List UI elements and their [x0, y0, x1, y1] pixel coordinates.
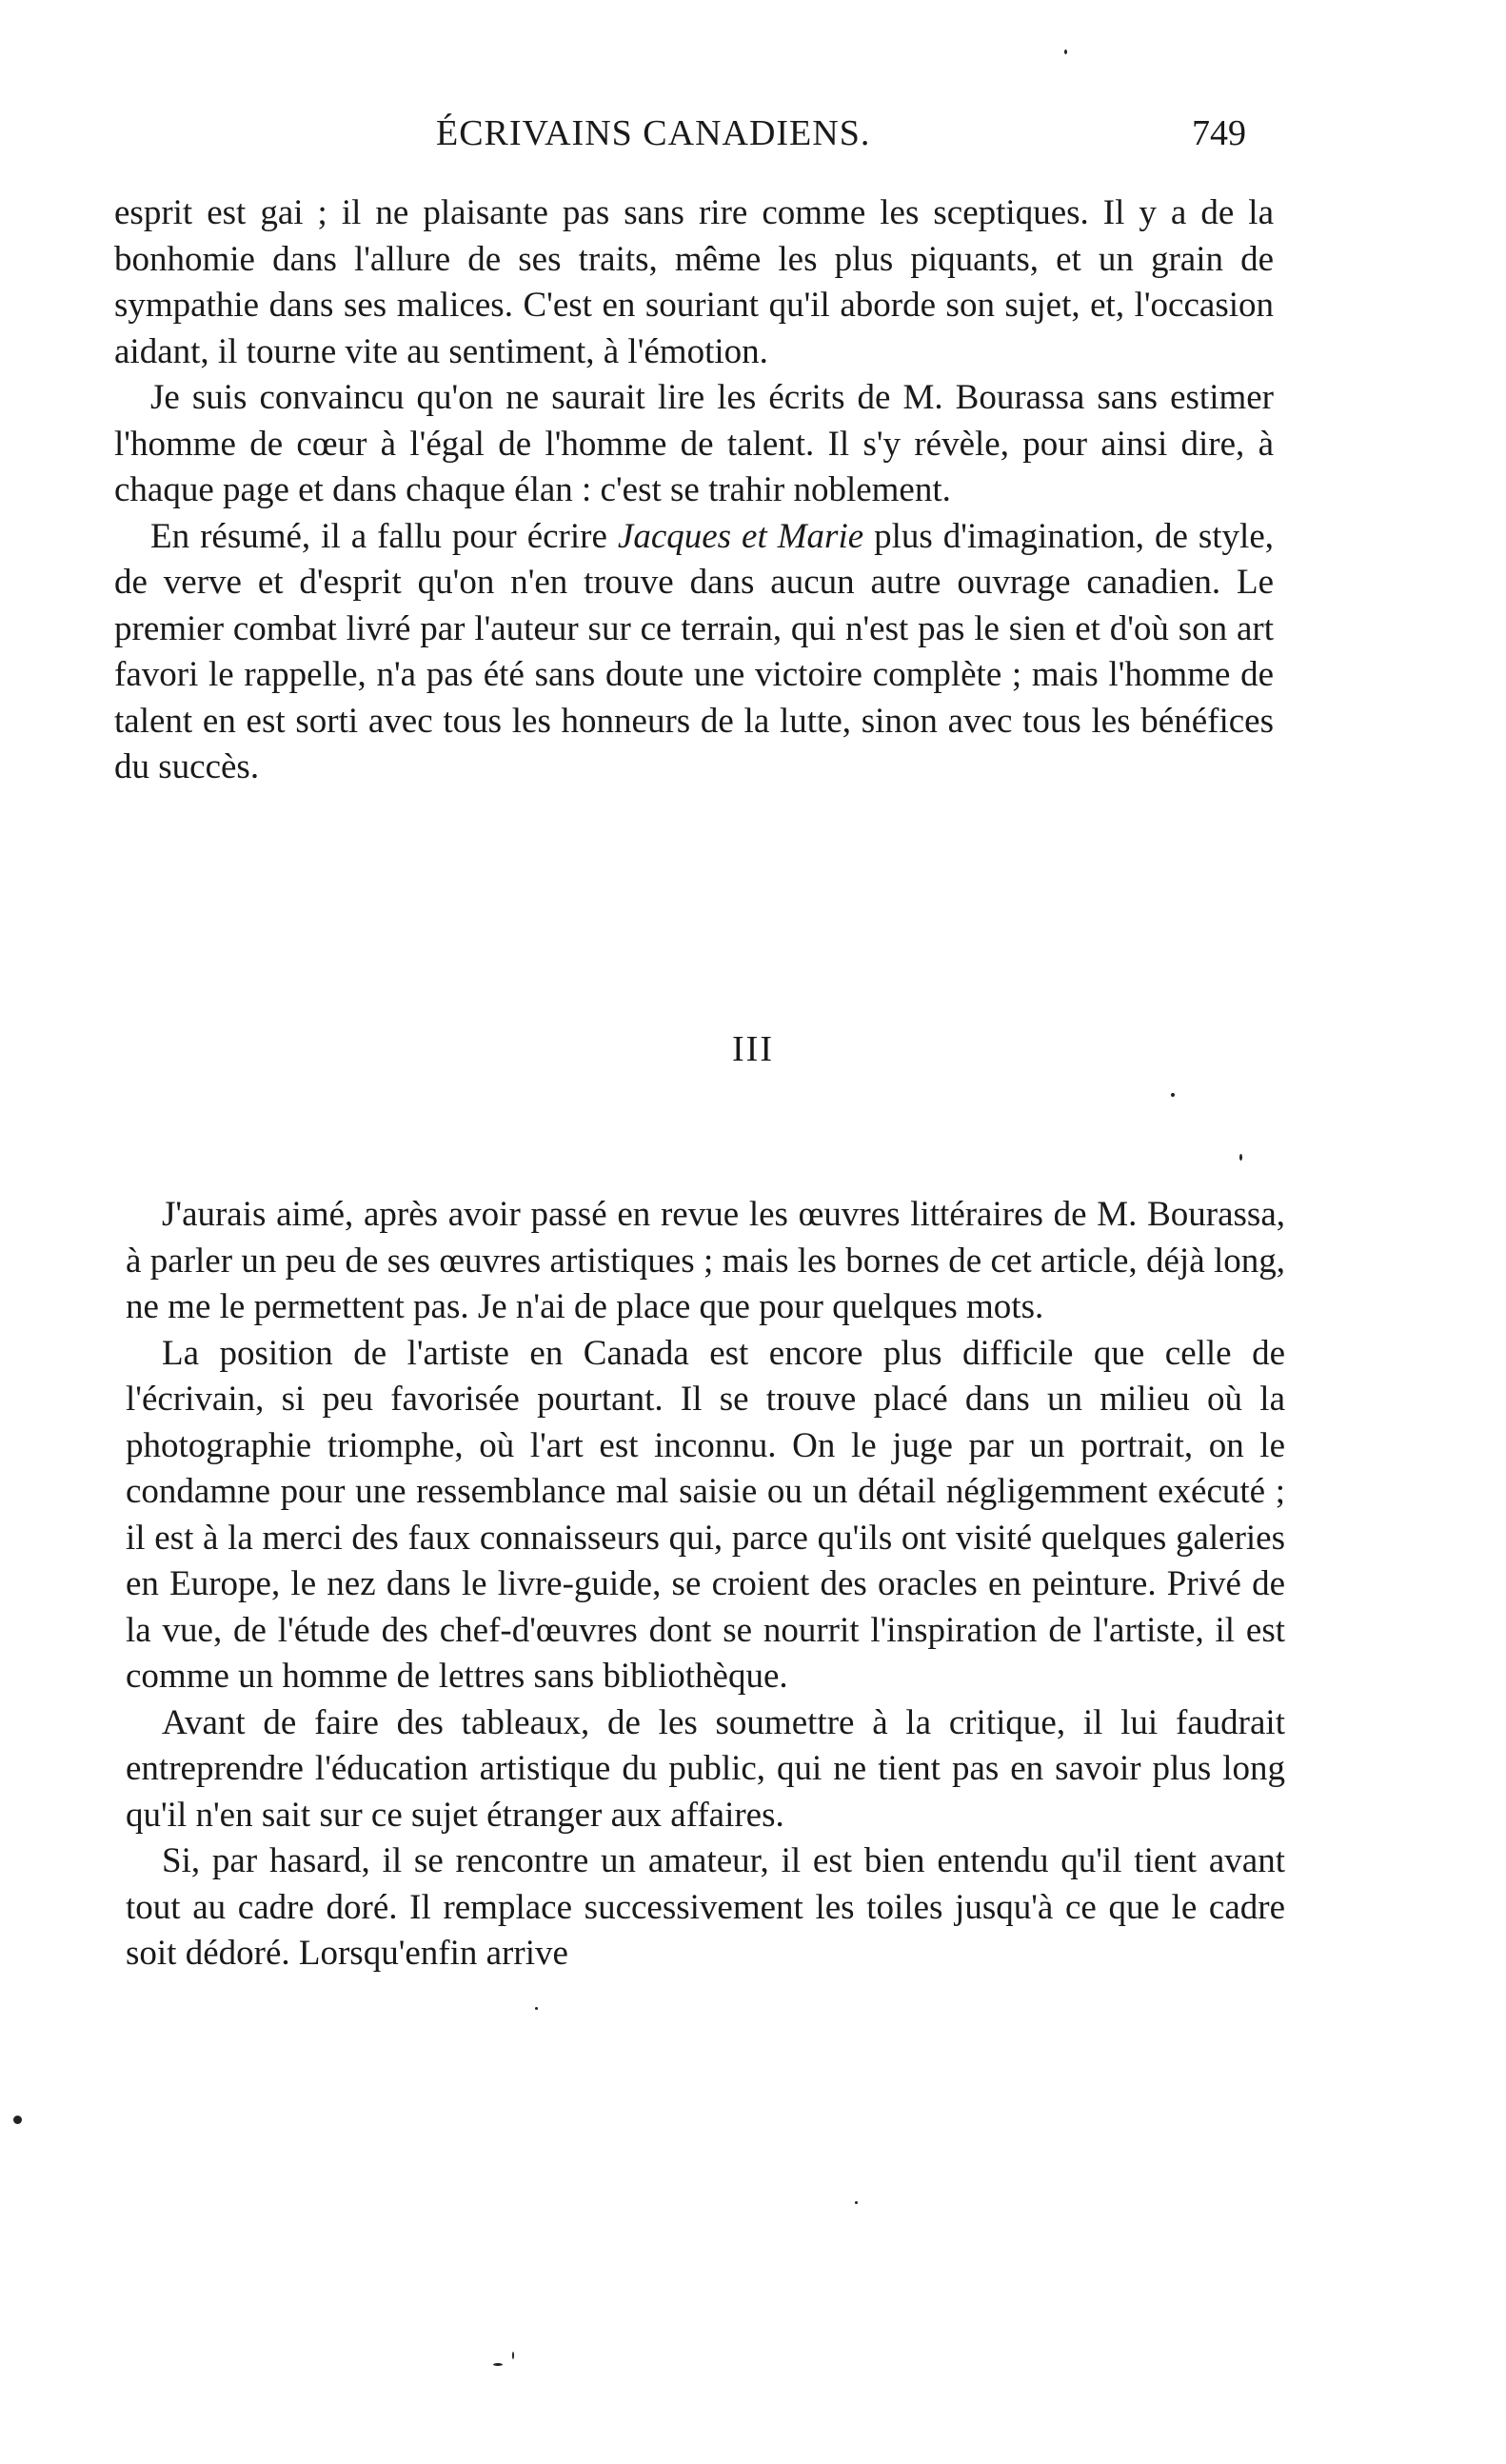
running-title: ÉCRIVAINS CANADIENS.	[436, 113, 871, 153]
paragraph-text: En résumé, il a fallu pour écrire	[150, 516, 618, 556]
ink-speck	[493, 2363, 503, 2366]
ink-speck	[855, 2201, 858, 2204]
ink-speck	[13, 2116, 22, 2124]
text-block-bottom	[126, 1192, 1285, 1977]
book-title: Jacques et Marie	[617, 516, 864, 556]
paragraph	[114, 514, 1274, 791]
ink-speck	[535, 2007, 538, 2010]
paragraph: J'aurais aimé, après avoir passé en revue les œuvres littéraires de M. Bourassa, à parler un peu de ses œuvres artistiques ; mais les bornes de cet article, déjà long, ne me le permettent pas. Je n'ai de place que pour quelques mots.	[126, 1195, 1285, 1326]
ink-speck	[512, 2352, 514, 2359]
paragraph: Avant de faire des tableaux, de les soumettre à la critique, il lui faudrait entreprendre l'éducation artistique du public, qui ne tient pas en savoir plus long qu'il n'en sait sur ce sujet étranger aux affaires.	[126, 1702, 1285, 1835]
paragraph: esprit est gai ; il ne plaisante pas sans rire comme les sceptiques. Il y a de la bonhomie dans l'allure de ses traits, même les plus piquants, et un grain de sympathie dans ses malices. C'est en souriant qu'il aborde son sujet, et, l'occasion aidant, il tourne vite au sentiment, à l'émotion.	[114, 193, 1274, 371]
paragraph: Je suis convaincu qu'on ne saurait lire les écrits de M. Bourassa sans estimer l'homme de cœur à l'égal de l'homme de talent. Il s'y révèle, pour ainsi dire, à chaque page et dans chaque élan : c'est se trahir noblement.	[114, 378, 1274, 509]
paragraph: La position de l'artiste en Canada est encore plus difficile que celle de l'écrivain, si peu favorisée pourtant. Il se trouve placé dans un milieu où la photographie triomphe, où l'art est inconnu. On le juge par un portrait, on le condamne pour une ressemblance mal saisie ou un détail négligemment exécuté ; il est à la merci des faux connaisseurs qui, parce qu'ils ont visité quelques galeries en Europe, le nez dans le livre-guide, se croient des oracles en peinture. Privé de la vue, de l'étude des chef-d'œuvres dont se nourrit l'inspiration de l'artiste, il est comme un homme de lettres sans bibliothèque.	[126, 1333, 1285, 1696]
ink-speck	[1171, 1093, 1175, 1097]
page-number: 749	[1192, 113, 1246, 153]
ink-speck	[1064, 50, 1067, 54]
section-number: III	[732, 1029, 774, 1069]
text-block-top	[114, 190, 1274, 791]
paragraph-text: plus d'imagination, de style, de verve et d'esprit qu'on n'en trouve dans aucun autre ouvrage canadien. Le premier combat livré par l'auteur sur ce terrain, qui n'est pas le sien et d'où son art favori le rappelle, n'a pas été sans doute une victoire complète ; mais l'homme de talent en est sorti avec tous les honneurs de la lutte, sinon avec tous les bénéfices du succès.	[114, 516, 1274, 786]
ink-speck	[1239, 1154, 1242, 1161]
running-head	[0, 112, 1506, 160]
paragraph: Si, par hasard, il se rencontre un amateur, il est bien entendu qu'il tient avant tout au cadre doré. Il remplace successivement les toiles jusqu'à ce que le cadre soit dédoré. Lorsqu'enfin arrive	[126, 1841, 1285, 1973]
